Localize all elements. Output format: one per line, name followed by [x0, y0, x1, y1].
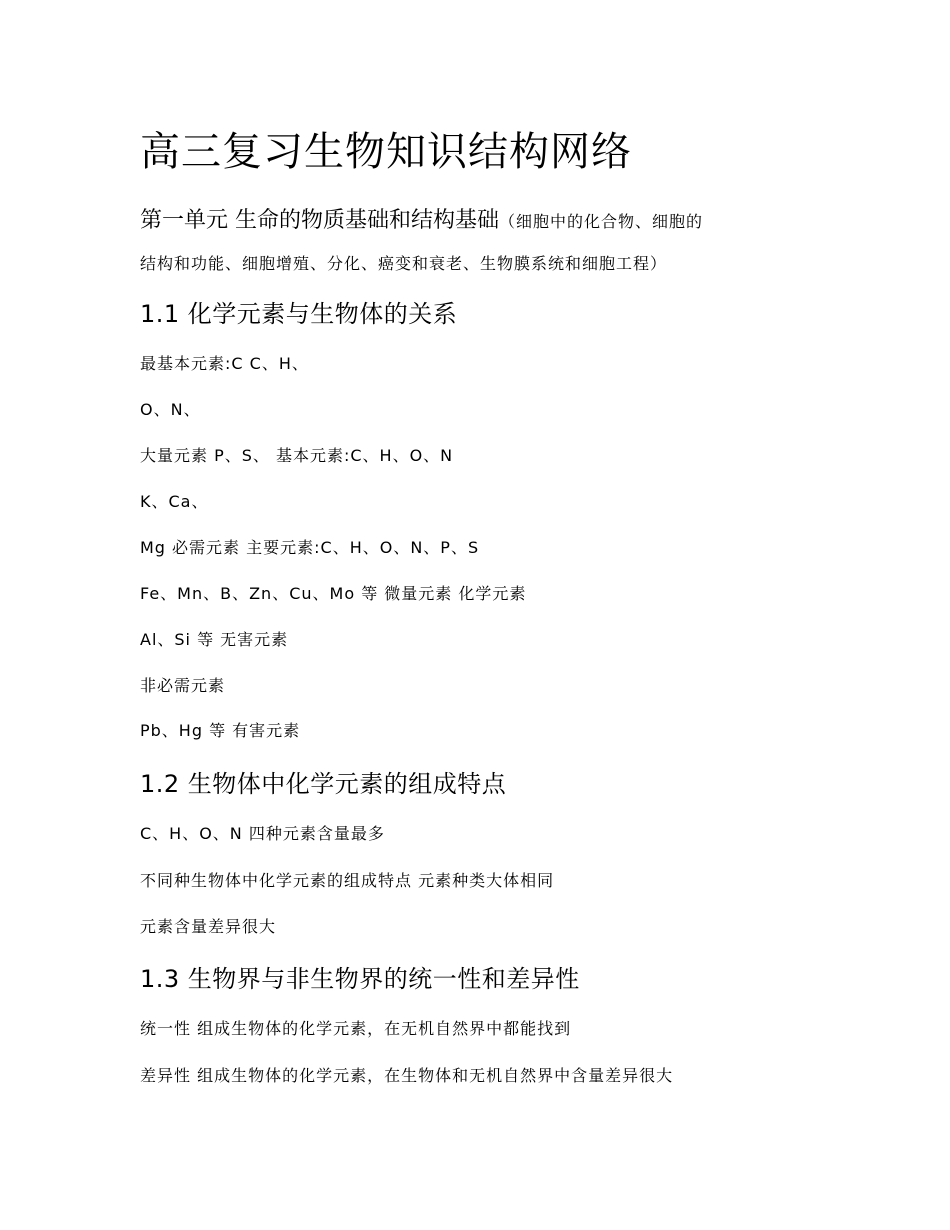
section-heading-1-3: 1.3 生物界与非生物界的统一性和差异性	[140, 965, 580, 993]
unit-note-line1: （细胞中的化合物、细胞的	[499, 212, 704, 231]
unit-note-line2: 结构和功能、细胞增殖、分化、癌变和衰老、生物膜系统和细胞工程）	[140, 254, 668, 273]
text-line: 差异性 组成生物体的化学元素，在生物体和无机自然界中含量差异很大	[140, 1066, 674, 1085]
text-line: Al、Si 等 无害元素	[140, 630, 289, 649]
text-line: K、Ca、	[140, 492, 209, 511]
text-line: 最基本元素:C C、H、	[140, 354, 309, 373]
unit-heading: 第一单元 生命的物质基础和结构基础	[140, 208, 499, 233]
section-heading-1-1: 1.1 化学元素与生物体的关系	[140, 300, 458, 328]
section-heading-1-2: 1.2 生物体中化学元素的组成特点	[140, 770, 507, 798]
document-title: 高三复习生物知识结构网络	[140, 129, 632, 175]
text-line: Fe、Mn、B、Zn、Cu、Mo 等 微量元素 化学元素	[140, 584, 527, 603]
text-line: 非必需元素	[140, 676, 226, 695]
text-line: 不同种生物体中化学元素的组成特点 元素种类大体相同	[140, 871, 555, 890]
text-line: 统一性 组成生物体的化学元素，在无机自然界中都能找到	[140, 1019, 572, 1038]
text-line: O、N、	[140, 400, 201, 419]
text-line: Mg 必需元素 主要元素:C、H、O、N、P、S	[140, 538, 480, 557]
unit-heading-block	[140, 200, 820, 285]
text-line: 元素含量差异很大	[140, 917, 277, 936]
text-line: C、H、O、N 四种元素含量最多	[140, 824, 385, 843]
text-line: Pb、Hg 等 有害元素	[140, 721, 301, 740]
text-line: 大量元素 P、S、 基本元素:C、H、O、N	[140, 446, 454, 465]
